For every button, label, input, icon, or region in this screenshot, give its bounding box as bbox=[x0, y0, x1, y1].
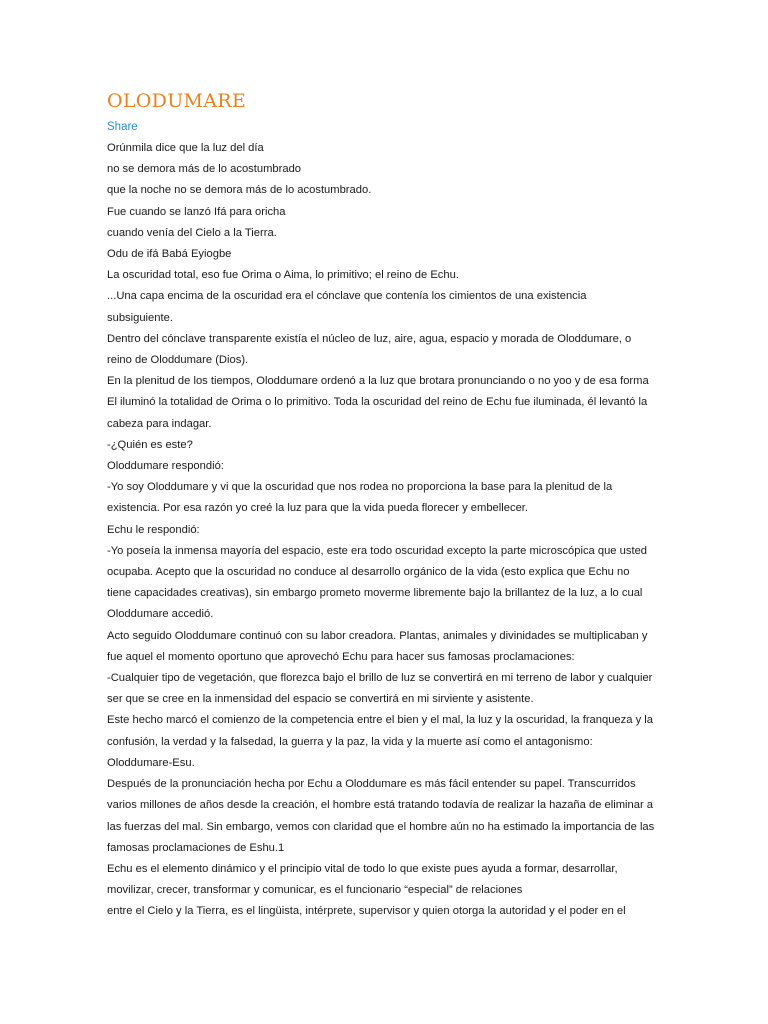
body-line: Oloddumare accedió. bbox=[107, 608, 214, 621]
document-page bbox=[107, 89, 667, 923]
body-line: varios millones de años desde la creación, el hombre está tratando todavía de realizar la hazaña de eliminar a bbox=[107, 799, 654, 812]
body-line: ser que se cree en la inmensidad del espacio se convertirá en mi sirviente y asistente. bbox=[107, 693, 534, 706]
body-line: La oscuridad total, eso fue Orima o Aima, lo primitivo; el reino de Echu. bbox=[107, 269, 459, 282]
body-line: -Yo poseía la inmensa mayoría del espacio, este era todo oscuridad excepto la parte microscópica que usted bbox=[107, 544, 648, 557]
body-line: entre el Cielo y la Tierra, es el lingüista, intérprete, supervisor y quien otorga la autoridad y el poder en el bbox=[107, 905, 626, 918]
document-body bbox=[107, 138, 667, 923]
body-line: Acto seguido Oloddumare continuó con su labor creadora. Plantas, animales y divinidades se multiplicaban y bbox=[107, 629, 648, 642]
body-line: fue aquel el momento oportuno que aprovechó Echu para hacer sus famosas proclamaciones: bbox=[107, 650, 575, 663]
body-line: Echu es el elemento dinámico y el principio vital de todo lo que existe pues ayuda a formar, desarrollar, bbox=[107, 862, 618, 875]
body-line: En la plenitud de los tiempos, Oloddumare ordenó a la luz que brotara pronunciando o no yoo y de esa forma bbox=[107, 375, 649, 388]
body-line: Este hecho marcó el comienzo de la competencia entre el bien y el mal, la luz y la oscuridad, la franqueza y la bbox=[107, 714, 653, 727]
body-line: Odu de ifá Babá Eyiogbe bbox=[107, 248, 232, 261]
body-line: las fuerzas del mal. Sin embargo, vemos con claridad que el hombre aún no ha estimado la importancia de las bbox=[107, 820, 655, 833]
body-line: Después de la pronunciación hecha por Echu a Oloddumare es más fácil entender su papel. Transcurridos bbox=[107, 778, 636, 791]
body-line: reino de Oloddumare (Dios). bbox=[107, 354, 249, 367]
body-line: Oloddumare-Esu. bbox=[107, 756, 195, 769]
body-line: no se demora más de lo acostumbrado bbox=[107, 163, 302, 176]
body-line: Oloddumare respondió: bbox=[107, 460, 224, 473]
body-line: Echu le respondió: bbox=[107, 523, 200, 536]
body-line: ...Una capa encima de la oscuridad era el cónclave que contenía los cimientos de una existencia bbox=[107, 290, 587, 303]
body-line: -Cualquier tipo de vegetación, que florezca bajo el brillo de luz se convertirá en mi terreno de labor y cualquier bbox=[107, 672, 653, 685]
body-line: famosas proclamaciones de Eshu.1 bbox=[107, 841, 285, 854]
body-line: -¿Quién es este? bbox=[107, 438, 193, 451]
body-line: existencia. Por esa razón yo creé la luz para que la vida pueda florecer y embellecer. bbox=[107, 502, 529, 515]
share-link[interactable]: Share bbox=[107, 121, 138, 133]
body-line: tiene capacidades creativas), sin embargo prometo moverme libremente bajo la brillantez de la luz, a lo cual bbox=[107, 587, 643, 600]
body-line: Fue cuando se lanzó Ifá para oricha bbox=[107, 205, 286, 218]
body-line: ocupaba. Acepto que la oscuridad no conduce al desarrollo orgánico de la vida (esto explica que Echu no bbox=[107, 566, 630, 579]
body-line: cabeza para indagar. bbox=[107, 417, 212, 430]
body-line: subsiguiente. bbox=[107, 311, 173, 324]
body-line: que la noche no se demora más de lo acostumbrado. bbox=[107, 184, 372, 197]
body-line: movilizar, crecer, transformar y comunicar, es el funcionario “especial” de relaciones bbox=[107, 884, 523, 897]
body-line: cuando venía del Cielo a la Tierra. bbox=[107, 226, 277, 239]
document-title: OLODUMARE bbox=[107, 90, 247, 112]
body-line: confusión, la verdad y la falsedad, la guerra y la paz, la vida y la muerte así como el antagonismo: bbox=[107, 735, 593, 748]
body-line: Dentro del cónclave transparente existía el núcleo de luz, aire, agua, espacio y morada de Oloddumare, o bbox=[107, 332, 632, 345]
body-line: -Yo soy Oloddumare y vi que la oscuridad que nos rodea no proporciona la base para la plenitud de la bbox=[107, 481, 613, 494]
body-line: El iluminó la totalidad de Orima o lo primitivo. Toda la oscuridad del reino de Echu fue iluminada, él levantó la bbox=[107, 396, 648, 409]
body-line: Orúnmila dice que la luz del día bbox=[107, 142, 264, 154]
